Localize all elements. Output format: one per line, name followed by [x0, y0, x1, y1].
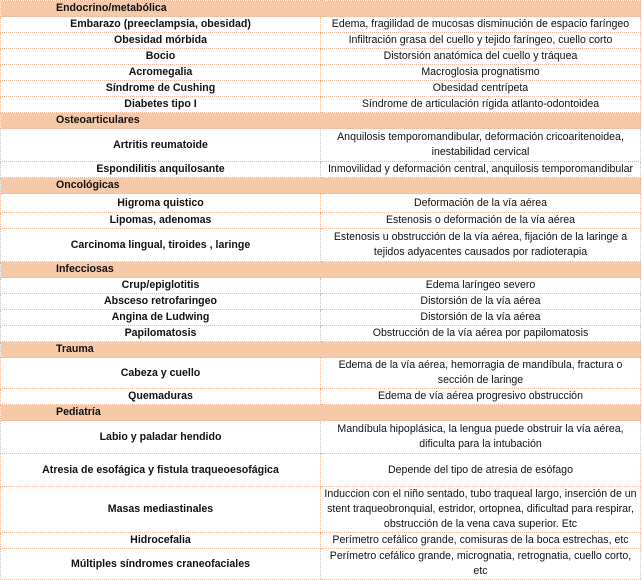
- condition-cell: Labio y paladar hendido: [1, 421, 321, 454]
- condition-cell: Cabeza y cuello: [1, 358, 321, 389]
- airway-effect-cell: Síndrome de articulación rígida atlanto-odontoidea: [321, 97, 641, 113]
- section-title: Infecciosas: [1, 262, 641, 278]
- table-row: [1, 229, 641, 262]
- airway-effect-cell: Edema de la vía aérea, hemorragia de mandíbula, fractura o sección de laringe: [321, 358, 641, 389]
- table-row: [1, 162, 641, 178]
- airway-effect-cell: Edema, fragilidad de mucosas disminución de espacio faríngeo: [321, 17, 641, 33]
- section-header-row: [1, 405, 641, 421]
- airway-effect-cell: Obstrucción de la vía aérea por papilomatosis: [321, 326, 641, 342]
- table-row: [1, 129, 641, 162]
- condition-cell: Obesidad mórbida: [1, 33, 321, 49]
- table-row: [1, 194, 641, 213]
- table-row: [1, 454, 641, 487]
- section-title: Pediatría: [1, 405, 641, 421]
- condition-cell: Múltiples síndromes craneofaciales: [1, 549, 321, 580]
- section-title: Osteoarticulares: [1, 113, 641, 129]
- condition-cell: Hidrocefalia: [1, 533, 321, 549]
- condition-cell: Absceso retrofaringeo: [1, 294, 321, 310]
- table-row: [1, 487, 641, 533]
- airway-effect-cell: Deformación de la vía aérea: [321, 194, 641, 213]
- table-row: [1, 421, 641, 454]
- condition-cell: Bocio: [1, 49, 321, 65]
- table-row: [1, 326, 641, 342]
- condition-cell: Masas mediastinales: [1, 487, 321, 533]
- airway-effect-cell: Obesidad centrípeta: [321, 81, 641, 97]
- table-row: [1, 213, 641, 229]
- airway-effect-cell: Edema de vía aérea progresivo obstrucción: [321, 389, 641, 405]
- airway-effect-cell: Inmovilidad y deformación central, anquilosis temporomandibular: [321, 162, 641, 178]
- condition-cell: Atresia de esofágica y fistula traqueoesofágica: [1, 454, 321, 487]
- condition-cell: Artritis reumatoide: [1, 129, 321, 162]
- section-header-row: [1, 113, 641, 129]
- section-header-row: [1, 342, 641, 358]
- condition-cell: Higroma quistico: [1, 194, 321, 213]
- airway-effect-cell: Distorsión de la vía aérea: [321, 310, 641, 326]
- airway-effect-cell: Perímetro cefálico grande, comisuras de la boca estrechas, etc: [321, 533, 641, 549]
- table-row: [1, 33, 641, 49]
- condition-cell: Embarazo (preeclampsia, obesidad): [1, 17, 321, 33]
- airway-effect-cell: Macroglosia prognatismo: [321, 65, 641, 81]
- condition-cell: Lipomas, adenomas: [1, 213, 321, 229]
- airway-effect-cell: Infiltración grasa del cuello y tejido faríngeo, cuello corto: [321, 33, 641, 49]
- section-title: Trauma: [1, 342, 641, 358]
- airway-effect-cell: Estenosis o deformación de la vía aérea: [321, 213, 641, 229]
- airway-effect-cell: Mandíbula hipoplásica, la lengua puede obstruir la vía aérea, dificulta para la intubación: [321, 421, 641, 454]
- table-row: [1, 17, 641, 33]
- condition-cell: Quemaduras: [1, 389, 321, 405]
- table-row: [1, 310, 641, 326]
- section-header-row: [1, 262, 641, 278]
- table-row: [1, 294, 641, 310]
- condition-cell: Carcinoma lingual, tiroides , laringe: [1, 229, 321, 262]
- section-title: Oncológicas: [1, 178, 641, 194]
- airway-effect-cell: Edema laríngeo severo: [321, 278, 641, 294]
- table-row: [1, 81, 641, 97]
- table-row: [1, 358, 641, 389]
- condition-cell: Angina de Ludwing: [1, 310, 321, 326]
- airway-effect-cell: Anquilosis temporomandibular, deformación cricoaritenoidea, inestabilidad cervical: [321, 129, 641, 162]
- airway-effect-cell: Distorsión de la vía aérea: [321, 294, 641, 310]
- table-row: [1, 97, 641, 113]
- section-header-row: [1, 178, 641, 194]
- section-header-row: [1, 1, 641, 17]
- table-row: [1, 49, 641, 65]
- table-row: [1, 278, 641, 294]
- condition-cell: Acromegalia: [1, 65, 321, 81]
- condition-cell: Síndrome de Cushing: [1, 81, 321, 97]
- airway-effect-cell: Estenosis u obstrucción de la vía aérea, fijación de la laringe a tejidos adyacentes causados por radioterapia: [321, 229, 641, 262]
- airway-effect-cell: Induccion con el niño sentado, tubo traqueal largo, inserción de un stent traqueobronquial, estridor, ortopnea, dificultad para respirar, obstrucción de la vena cava superior. Etc: [321, 487, 641, 533]
- section-title: Endocrino/metabólica: [1, 1, 641, 17]
- table-row: [1, 549, 641, 580]
- airway-effect-cell: Distorsión anatómica del cuello y tráquea: [321, 49, 641, 65]
- condition-cell: Papilomatosis: [1, 326, 321, 342]
- condition-cell: Espondilitis anquilosante: [1, 162, 321, 178]
- table-row: [1, 389, 641, 405]
- table-row: [1, 533, 641, 549]
- condition-cell: Diabetes tipo I: [1, 97, 321, 113]
- condition-cell: Crup/epiglotitis: [1, 278, 321, 294]
- table-row: [1, 65, 641, 81]
- airway-effect-cell: Depende del tipo de atresia de esófago: [321, 454, 641, 487]
- airway-effect-cell: Perímetro cefálico grande, micrognatia, retrognatia, cuello corto, etc: [321, 549, 641, 580]
